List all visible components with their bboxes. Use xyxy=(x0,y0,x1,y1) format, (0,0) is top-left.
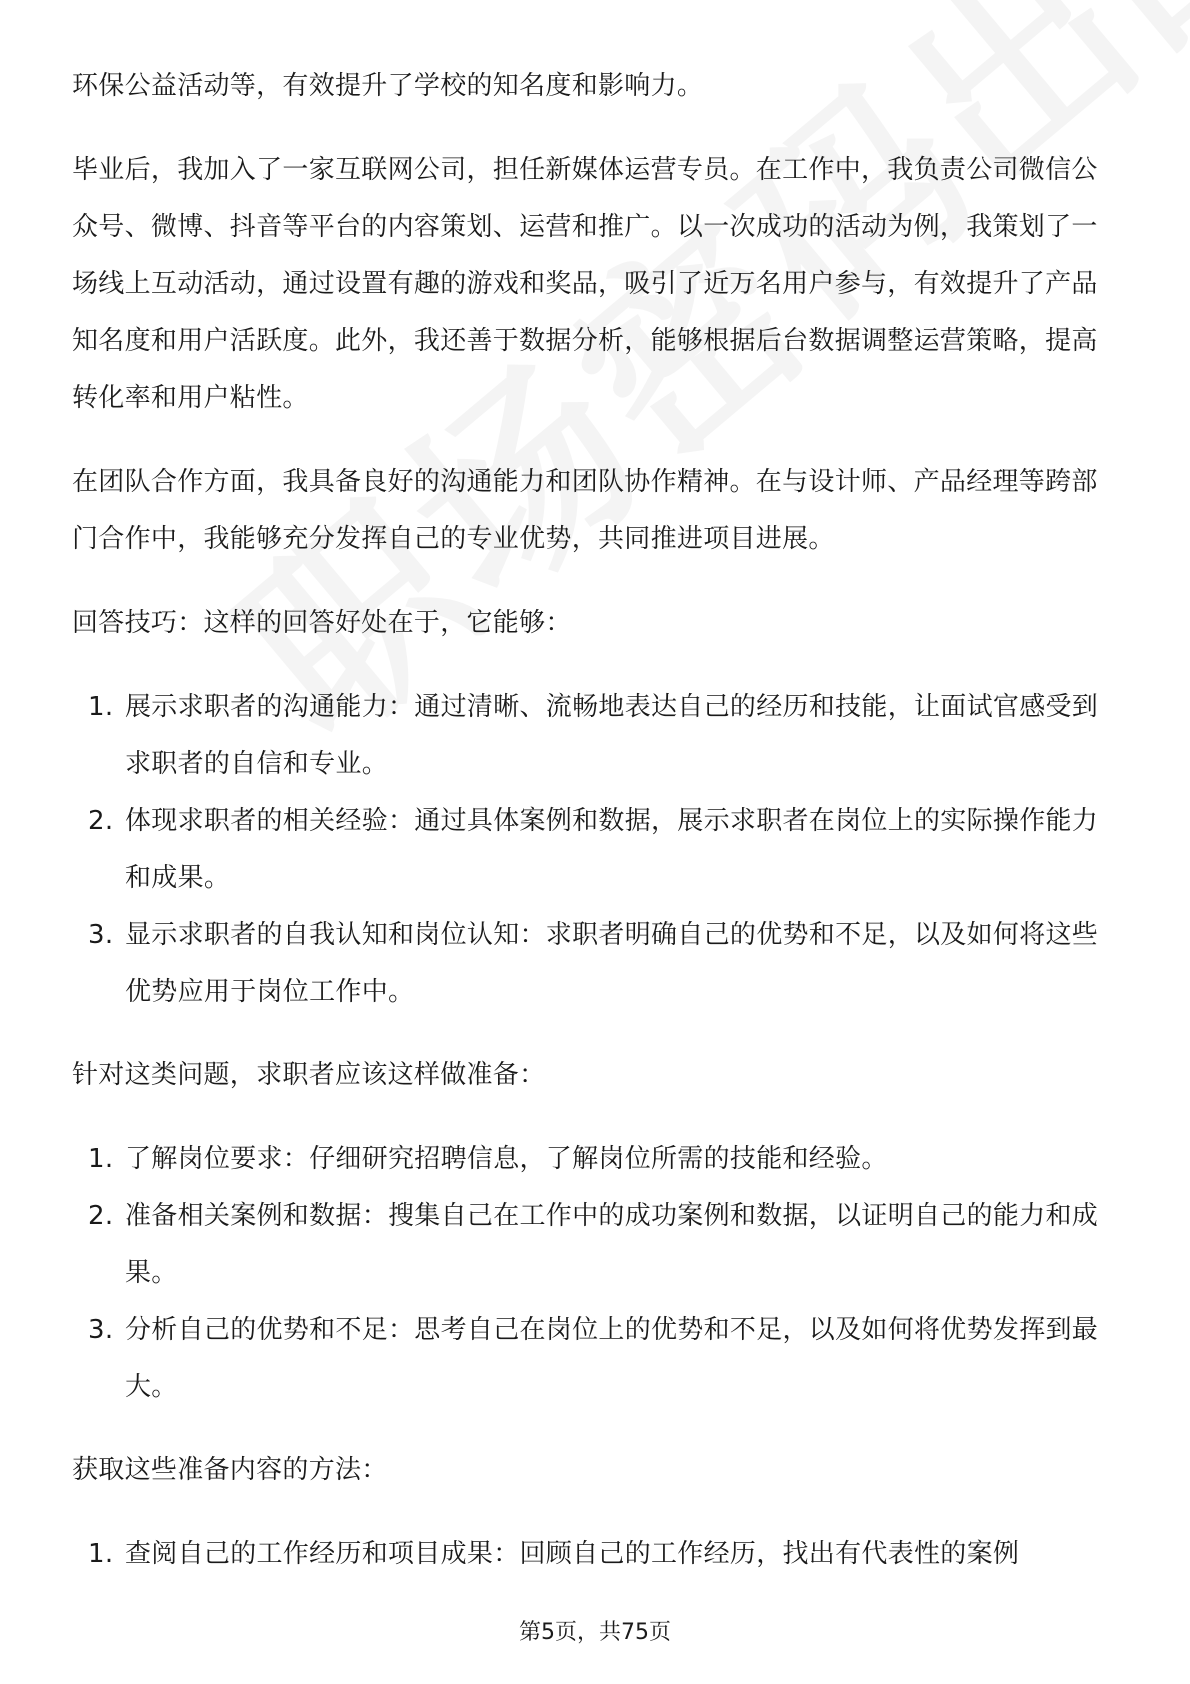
paragraph-1: 环保公益活动等，有效提升了学校的知名度和影响力。 xyxy=(72,71,704,101)
paragraph-2: 毕业后，我加入了一家互联网公司，担任新媒体运营专员。在工作中，我负责公司微信公众号、微博、抖音等平台的内容策划、运营和推广。以一次成功的活动为例，我策划了一场线上互动活动，通过设置有趣的游戏和奖品，吸引了近万名用户参与，有效提升了产品知名度和用户活跃度。此外，我还善于数据分析，能够根据后台数据调整运营策略，提高转化率和用户粘性。 xyxy=(72,155,1098,413)
list-item xyxy=(72,1188,1120,1302)
list-item xyxy=(72,1526,1120,1583)
list-item xyxy=(72,793,1120,907)
list-answer-tips xyxy=(72,679,1120,1021)
list-item-text: 体现求职者的相关经验：通过具体案例和数据，展示求职者在岗位上的实际操作能力和成果。 xyxy=(125,806,1099,893)
list-number: 3. xyxy=(88,1315,114,1345)
list-item-text: 显示求职者的自我认知和岗位认知：求职者明确自己的优势和不足，以及如何将这些优势应用于岗位工作中。 xyxy=(125,920,1099,1007)
document-body xyxy=(72,58,1120,1609)
list-number: 2. xyxy=(88,806,114,836)
paragraph-3: 在团队合作方面，我具备良好的沟通能力和团队协作精神。在与设计师、产品经理等跨部门合作中，我能够充分发挥自己的专业优势，共同推进项目进展。 xyxy=(72,467,1098,554)
list-number: 3. xyxy=(88,920,114,950)
list-item-text: 准备相关案例和数据：搜集自己在工作中的成功案例和数据，以证明自己的能力和成果。 xyxy=(125,1201,1099,1288)
list-item xyxy=(72,1302,1120,1416)
list-item xyxy=(72,1131,1120,1188)
list-number: 1. xyxy=(88,1539,114,1569)
list-item xyxy=(72,907,1120,1021)
list-item-text: 展示求职者的沟通能力：通过清晰、流畅地表达自己的经历和技能，让面试官感受到求职者的自信和专业。 xyxy=(125,692,1099,779)
list-number: 2. xyxy=(88,1201,114,1231)
section-heading-methods: 获取这些准备内容的方法： xyxy=(72,1455,388,1485)
page-footer: 第5页，共75页 xyxy=(519,1620,671,1645)
list-item-text: 了解岗位要求：仔细研究招聘信息，了解岗位所需的技能和经验。 xyxy=(125,1144,888,1174)
list-item xyxy=(72,679,1120,793)
list-number: 1. xyxy=(88,692,114,722)
section-heading-preparation: 针对这类问题，求职者应该这样做准备： xyxy=(72,1060,546,1090)
section-heading-answer-tips: 回答技巧：这样的回答好处在于，它能够： xyxy=(72,608,572,638)
list-item-text: 查阅自己的工作经历和项目成果：回顾自己的工作经历，找出有代表性的案例 xyxy=(125,1539,1020,1569)
list-item-text: 分析自己的优势和不足：思考自己在岗位上的优势和不足，以及如何将优势发挥到最大。 xyxy=(125,1315,1099,1402)
list-preparation xyxy=(72,1131,1120,1416)
list-methods xyxy=(72,1526,1120,1583)
list-number: 1. xyxy=(88,1144,114,1174)
